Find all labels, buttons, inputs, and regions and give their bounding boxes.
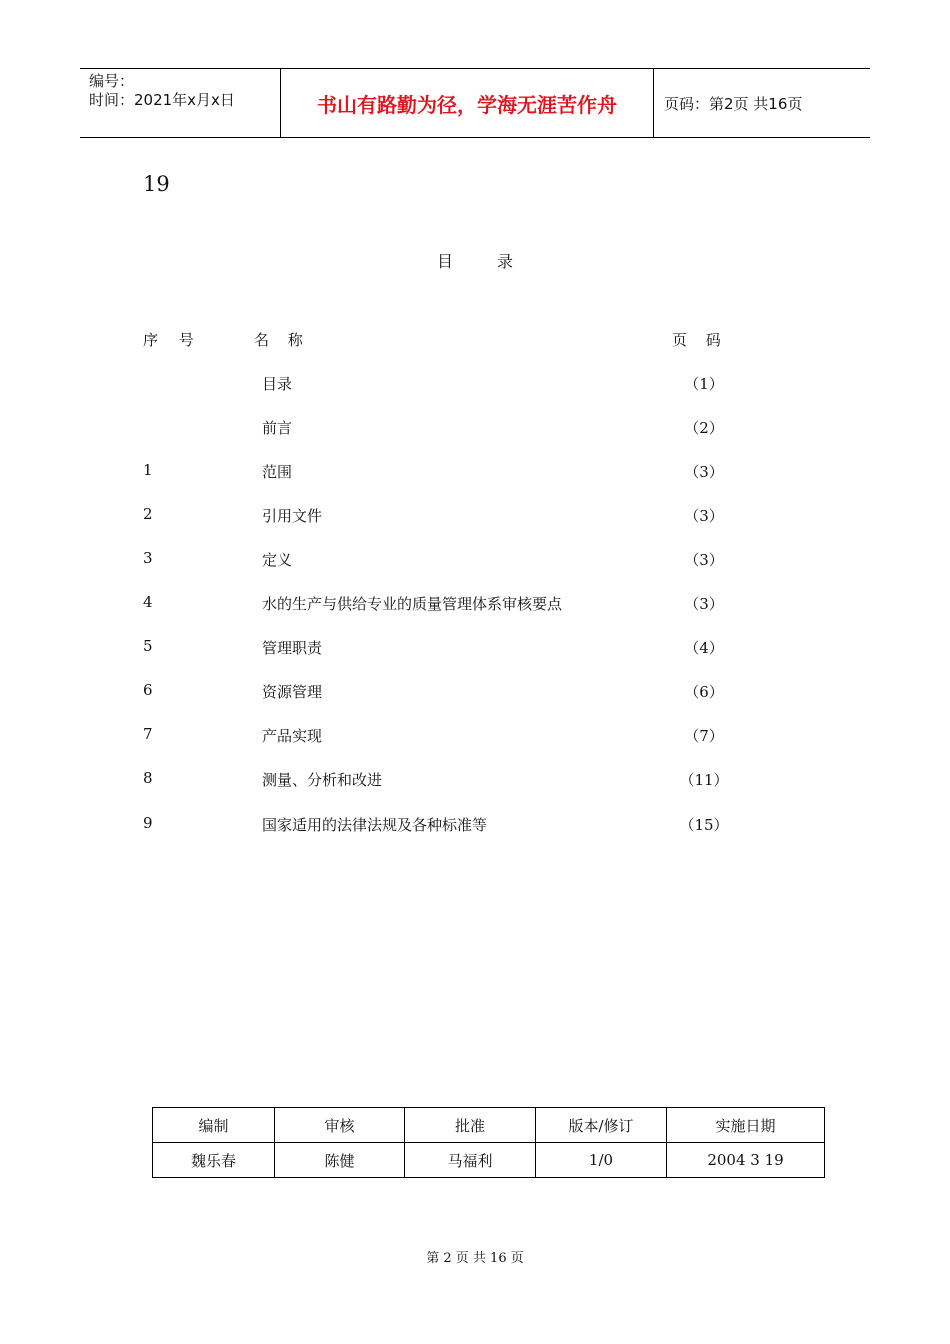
page-header xyxy=(80,68,870,138)
signoff-table xyxy=(152,1107,825,1178)
toc-title-left: 目 xyxy=(436,252,453,271)
signoff-header-cell: 编制 xyxy=(153,1108,275,1143)
toc-row-page: （4） xyxy=(684,639,724,657)
toc-row-name: 引用文件 xyxy=(262,507,323,525)
toc-row-no: 5 xyxy=(143,637,153,655)
toc-row-page: （1） xyxy=(684,375,724,393)
signoff-header-cell: 版本/修订 xyxy=(536,1108,667,1143)
toc-row-page: （15） xyxy=(679,816,729,834)
toc-row[interactable] xyxy=(0,593,950,617)
toc-row-no: 9 xyxy=(143,814,153,832)
toc-header-row xyxy=(0,329,950,353)
toc-row[interactable] xyxy=(0,814,950,838)
toc-row-page: （6） xyxy=(684,683,724,701)
toc-row-name: 测量、分析和改进 xyxy=(262,771,383,789)
toc-header-name: 名 称 xyxy=(254,331,303,349)
toc-title xyxy=(0,249,950,272)
toc-row[interactable] xyxy=(0,549,950,573)
number-label: 编号： xyxy=(89,72,135,90)
toc-row-page: （2） xyxy=(684,419,724,437)
toc-row-name: 资源管理 xyxy=(262,683,323,701)
signoff-header-cell: 批准 xyxy=(405,1108,536,1143)
toc-row[interactable] xyxy=(0,373,950,397)
header-motto: 书山有路勤为径，学海无涯苦作舟 xyxy=(281,69,654,137)
toc-row-no: 2 xyxy=(143,505,153,523)
toc-row-name: 产品实现 xyxy=(262,727,323,745)
toc-header-page: 页 码 xyxy=(672,331,721,349)
toc-row-no: 6 xyxy=(143,681,153,699)
time-label: 时间：2021年x月x日 xyxy=(89,91,235,109)
toc-row-name: 管理职责 xyxy=(262,639,323,657)
toc-row[interactable] xyxy=(0,725,950,749)
toc-row[interactable] xyxy=(0,417,950,441)
signoff-value-cell: 2004 3 19 xyxy=(667,1143,825,1178)
header-page-info: 页码：第2页 共16页 xyxy=(664,94,803,113)
toc-row-no: 1 xyxy=(143,461,153,479)
toc-row-no: 8 xyxy=(143,769,153,787)
document-number: 19 xyxy=(143,172,170,196)
page-footer: 第 2 页 共 16 页 xyxy=(426,1251,524,1266)
signoff-header-row xyxy=(153,1108,825,1143)
toc-header-no: 序 号 xyxy=(143,331,194,349)
toc-row-name: 目录 xyxy=(262,375,293,393)
toc-row-no: 7 xyxy=(143,725,153,743)
toc-row-page: （11） xyxy=(679,771,729,789)
header-info xyxy=(80,69,281,137)
toc-row-page: （3） xyxy=(684,551,724,569)
toc-row-no: 3 xyxy=(143,549,153,567)
signoff-header-cell: 实施日期 xyxy=(667,1108,825,1143)
toc-row[interactable] xyxy=(0,505,950,529)
toc-row-name: 前言 xyxy=(262,419,293,437)
signoff-value-cell: 陈健 xyxy=(275,1143,405,1178)
toc-row[interactable] xyxy=(0,769,950,793)
toc-title-right: 录 xyxy=(497,252,514,271)
toc-row-page: （3） xyxy=(684,463,724,481)
toc-row-page: （3） xyxy=(684,595,724,613)
toc-row[interactable] xyxy=(0,461,950,485)
toc-row-name: 范围 xyxy=(262,463,293,481)
toc-row[interactable] xyxy=(0,681,950,705)
toc-row-no: 4 xyxy=(143,593,153,611)
toc-row-name: 定义 xyxy=(262,551,293,569)
signoff-value-row xyxy=(153,1143,825,1178)
toc-row[interactable] xyxy=(0,637,950,661)
signoff-value-cell: 1/0 xyxy=(536,1143,667,1178)
signoff-value-cell: 马福利 xyxy=(405,1143,536,1178)
toc-row-page: （7） xyxy=(684,727,724,745)
toc-row-page: （3） xyxy=(684,507,724,525)
signoff-header-cell: 审核 xyxy=(275,1108,405,1143)
toc-row-name: 国家适用的法律法规及各种标准等 xyxy=(262,816,488,834)
toc-row-name: 水的生产与供给专业的质量管理体系审核要点 xyxy=(262,595,563,613)
signoff-value-cell: 魏乐春 xyxy=(153,1143,275,1178)
